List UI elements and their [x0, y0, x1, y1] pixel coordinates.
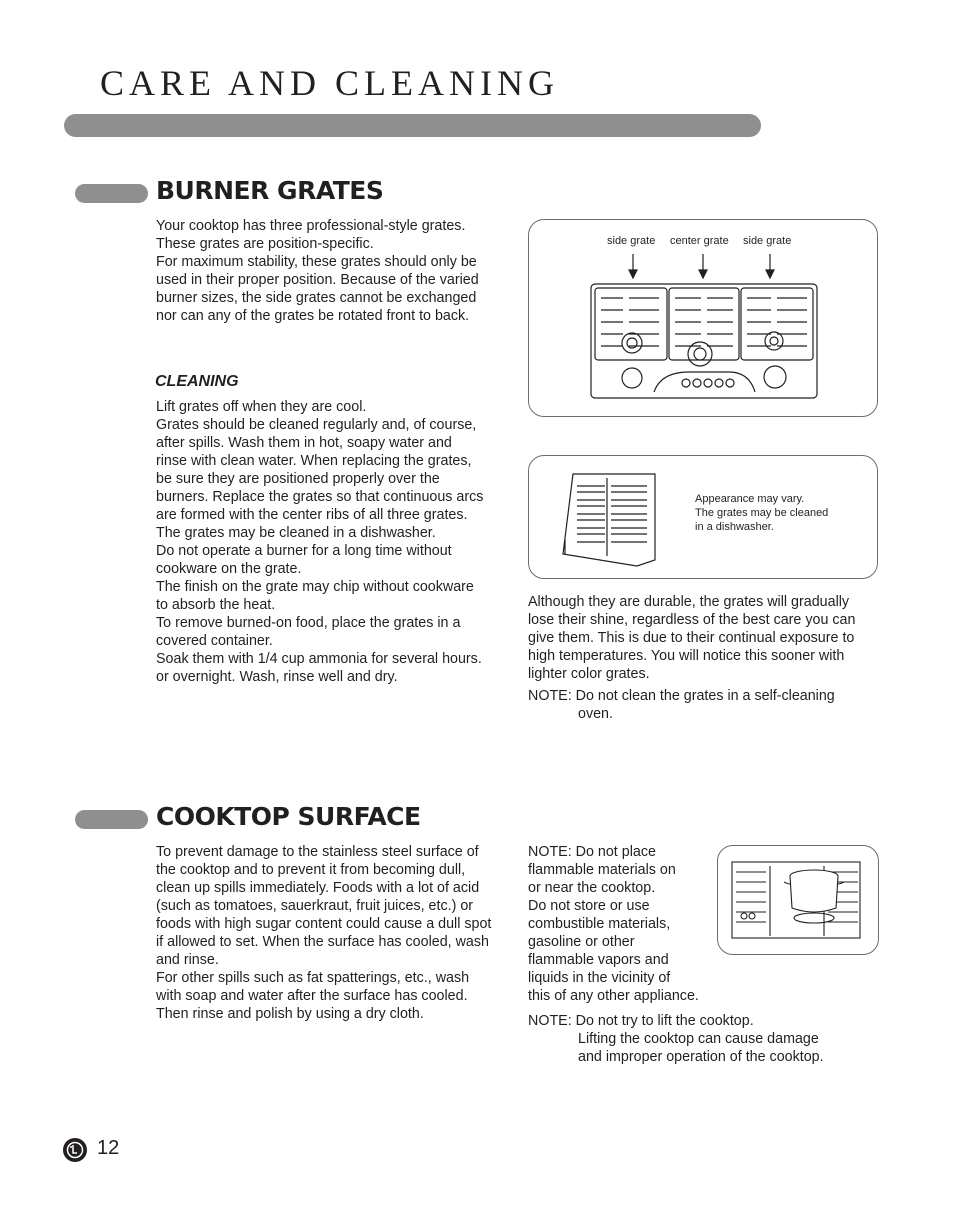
- note-line: this of any other appliance.: [528, 988, 699, 1004]
- caption-line: The grates may be cleaned: [695, 507, 829, 519]
- note-line: gasoline or other: [528, 934, 635, 950]
- text-line: Then rinse and polish by using a dry cloth.: [156, 1006, 424, 1022]
- text-line: cookware on the grate.: [156, 561, 302, 577]
- text-line: Although they are durable, the grates will gradually: [528, 594, 850, 610]
- text-line: are formed with the center ribs of all three grates.: [156, 507, 468, 523]
- text-line: Lift grates off when they are cool.: [156, 399, 367, 415]
- text-line: covered container.: [156, 633, 273, 649]
- cooktop-grates-illustration: [529, 220, 877, 416]
- section-heading-cooktop-surface: COOKTOP SURFACE: [156, 802, 421, 831]
- text-line: with soap and water after the surface has cooled.: [156, 988, 468, 1004]
- text-line: Soak them with 1/4 cup ammonia for several hours.: [156, 651, 482, 667]
- text-line: be sure they are positioned properly over the: [156, 471, 440, 487]
- cooktop-pot-figure: [717, 845, 879, 955]
- grates-durability-text: [528, 593, 855, 683]
- text-line: To prevent damage to the stainless steel surface of: [156, 844, 479, 860]
- note-line: flammable vapors and: [528, 952, 669, 968]
- text-line: Do not operate a burner for a long time without: [156, 543, 452, 559]
- note-line: oven.: [578, 706, 613, 722]
- lg-logo-icon: [63, 1138, 87, 1162]
- text-line: clean up spills immediately. Foods with a lot of acid: [156, 880, 480, 896]
- section-marker: [75, 184, 148, 203]
- text-line: used in their proper position. Because of the varied: [156, 272, 479, 288]
- text-line: For other spills such as fat spatterings, etc., wash: [156, 970, 470, 986]
- label-center-grate: center grate: [670, 235, 729, 247]
- text-line: the cooktop and to prevent it from becoming dull,: [156, 862, 466, 878]
- note-line: combustible materials,: [528, 916, 671, 932]
- grates-position-figure: [528, 219, 878, 417]
- grates-note: [528, 687, 835, 723]
- lift-cooktop-note: [528, 1012, 824, 1066]
- burner-grates-intro: [156, 217, 479, 325]
- text-line: These grates are position-specific.: [156, 236, 374, 252]
- section-marker: [75, 810, 148, 829]
- text-line: The finish on the grate may chip without cookware: [156, 579, 474, 595]
- note-line: NOTE: Do not try to lift the cooktop.: [528, 1013, 754, 1029]
- pot-on-cooktop-illustration: [718, 846, 878, 954]
- page-title: CARE AND CLEANING: [100, 63, 559, 103]
- note-line: Do not store or use: [528, 898, 650, 914]
- cleaning-instructions: [156, 398, 483, 686]
- text-line: For maximum stability, these grates should only be: [156, 254, 477, 270]
- note-line: liquids in the vicinity of: [528, 970, 671, 986]
- caption-line: Appearance may vary.: [695, 493, 805, 505]
- lg-logo-mark: [63, 1138, 87, 1162]
- note-line: NOTE: Do not place: [528, 844, 656, 860]
- text-line: or overnight. Wash, rinse well and dry.: [156, 669, 398, 685]
- note-line: or near the cooktop.: [528, 880, 656, 896]
- cooktop-surface-body: [156, 843, 491, 1023]
- text-line: high temperatures. You will notice this sooner with: [528, 648, 845, 664]
- text-line: The grates may be cleaned in a dishwasher.: [156, 525, 436, 541]
- page-number: 12: [97, 1137, 120, 1159]
- label-side-grate-left: side grate: [607, 235, 656, 247]
- note-line: NOTE: Do not clean the grates in a self-cleaning: [528, 688, 835, 704]
- text-line: and rinse.: [156, 952, 219, 968]
- text-line: To remove burned-on food, place the grates in a: [156, 615, 461, 631]
- note-line: and improper operation of the cooktop.: [578, 1049, 824, 1065]
- label-side-grate-right: side grate: [743, 235, 792, 247]
- text-line: foods with high sugar content could cause a dull spot: [156, 916, 492, 932]
- text-line: Grates should be cleaned regularly and, of course,: [156, 417, 477, 433]
- title-bar: [64, 114, 761, 137]
- text-line: rinse with clean water. When replacing the grates,: [156, 453, 472, 469]
- text-line: nor can any of the grates be rotated front to back.: [156, 308, 470, 324]
- note-line: flammable materials on: [528, 862, 676, 878]
- text-line: give them. This is due to their continual exposure to: [528, 630, 855, 646]
- text-line: after spills. Wash them in hot, soapy water and: [156, 435, 452, 451]
- caption-line: in a dishwasher.: [695, 521, 774, 533]
- grate-caption: [695, 492, 828, 534]
- text-line: to absorb the heat.: [156, 597, 276, 613]
- text-line: (such as tomatoes, sauerkraut, fruit juices, etc.) or: [156, 898, 474, 914]
- text-line: if allowed to set. When the surface has cooled, wash: [156, 934, 489, 950]
- text-line: lose their shine, regardless of the best care you can: [528, 612, 856, 628]
- flammable-note: [528, 843, 699, 1005]
- text-line: Your cooktop has three professional-style grates.: [156, 218, 466, 234]
- cleaning-subheading: CLEANING: [155, 373, 239, 390]
- note-line: Lifting the cooktop can cause damage: [578, 1031, 819, 1047]
- text-line: burners. Replace the grates so that continuous arcs: [156, 489, 484, 505]
- single-grate-figure: [528, 455, 878, 579]
- text-line: burner sizes, the side grates cannot be exchanged: [156, 290, 477, 306]
- text-line: lighter color grates.: [528, 666, 650, 682]
- section-heading-burner-grates: BURNER GRATES: [156, 176, 384, 205]
